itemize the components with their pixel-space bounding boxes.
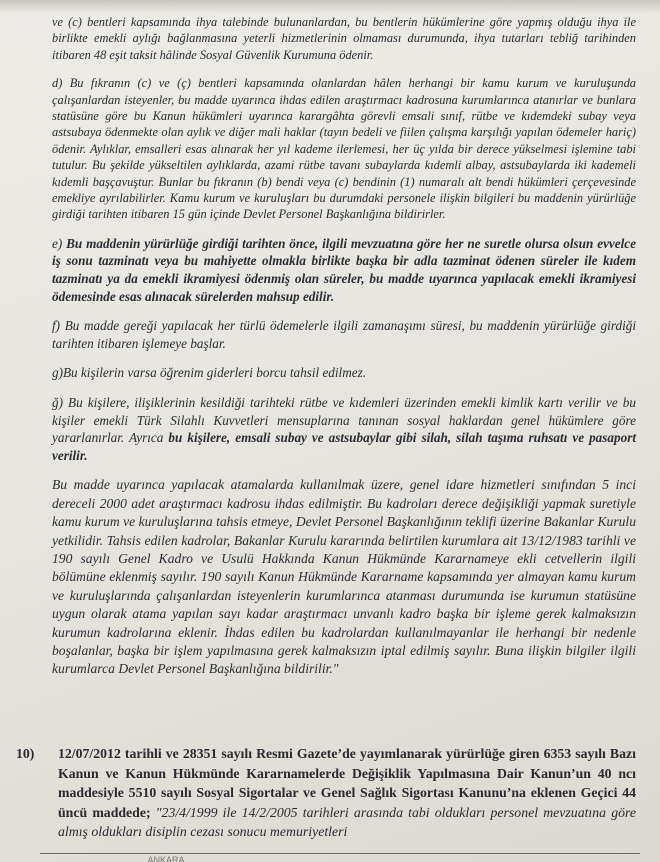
footer-rule [40, 853, 640, 854]
paragraph-p-e [52, 235, 636, 305]
item-10-segment: 12/07/2012 tarihli ve 28351 sayılı Resmi Gazete’de yayımlanarak yürürlüğe giren 6353 sayılı Bazı Kanun ve Kanun Hükmünde Kararnamelerde Değişiklik Yapılmasına Dair Kanun’un 40 ncı maddesiyle 5510 sayılı Sosyal Sigortalar ve Genel Sağlık Sigortası Kanunu’na eklenen Geçici 44 üncü maddede; [58, 746, 636, 820]
paragraph-segment: bu kişilere, emsali subay ve astsubaylar gibi silah, silah taşıma ruhsatı ve pasaport verilir. [52, 430, 636, 463]
paragraph-segment: g)Bu kişilerin varsa öğrenim giderleri borcu tahsil edilmez. [52, 365, 367, 381]
item-10-segment: "23/4/1999 ile 14/2/2005 tarihleri arasında tabi oldukları personel mevzuatına göre almış oldukları disiplin cezası sonucu memuriyetleri [58, 804, 637, 840]
paragraph-segment: ve (c) bentleri kapsamında ihya talebinde bulunanlardan, bu bentlerin hükümlerine göre yapmış olduğu ihya ile birlikte emekli aylığı bağlanmasına yeterli hizmetlerinin olmaması durumunda, ihya tutarları tebliğ tarihinden itibaren 48 eşit taksit hâlinde Sosyal Güvenlik Kurumuna ödenir. [52, 15, 636, 62]
footer-text: ...........ANKARA [120, 855, 185, 862]
paragraph-segment: Bu maddenin yürürlüğe girdiği tarihten önce, ilgili mevzuatına göre her ne suretle olursa olsun evvelce iş sonu tazminatı veya bu mahiyette olmakla birlikte başka bir adla tazminat ödenen süreler ile kıdem tazminatı ya da emekli ikramiyesi ödenmiş olan süreler, bu madde uyarınca yapılacak emekli ikramiyesi ödemesinde esas alınacak sürelerden mahsup edilir. [52, 235, 636, 304]
item-10-text [58, 744, 636, 842]
paragraph-segment: Bu madde uyarınca yapılacak atamalarda kullanılmak üzere, genel idare hizmetleri sınıfından 5 inci dereceli 2000 adet araştırmacı kadrosu ihdas edilmiştir. Bu kadroları derece değişikliği yapmak suretiyle kamu kurum ve kuruluşlarına tahsis etmeye, Devlet Personel Başkanlığının teklifi üzerine Bakanlar Kurulu yetkilidir. Tahsis edilen kadrolar, Bakanlar Kurulu kararında belirtilen kurumlara ait 13/12/1983 tarihli ve 190 sayılı Genel Kadro ve Usulü Hakkında Kanun Hükmünde Kararnameye ekli cetvellerin ilgili bölümüne eklenmiş sayılır. 190 sayılı Kanun Hükmünde Kararname kapsamında yer almayan kamu kurum ve kuruluşlarında çalışanlardan isteyenlerin kurumlarınca atanması durumunda ise kurumun statüsüne uygun olarak atama yapılan sayı kadar araştırmacı unvanlı kadro başka bir işleme gerek kalmaksızın kurumun kadrolarına eklenir. İhdas edilen bu kadrolardan kullanılmayanlar ile herhangi bir nedenle boşalanlar, başka bir işlem yapılmasına gerek kalmaksızın iptal edilmiş sayılır. Buna ilişkin bilgiler ilgili kurumlarca Devlet Personel Başkanlığına bildirilir." [52, 477, 636, 677]
paragraph-segment: ğ) Bu kişilere, ilişiklerinin kesildiği tarihteki rütbe ve kıdemleri üzerinden emekli kimlik kartı verilir ve bu kişiler emekli Türk Silahlı Kuvvetleri mensuplarına tanınan sosyal haklardan genel hükümlere göre yararlanırlar. Ayrıca [52, 395, 636, 446]
paragraph-segment: e) [52, 235, 67, 251]
paragraph-p-d [52, 75, 636, 223]
page-top-shadow [0, 0, 660, 14]
paragraph-segment: d) Bu fıkranın (c) ve (ç) bentleri kapsamında olanlardan hâlen herhangi bir kamu kurum ve kuruluşunda çalışanlardan isteyenler, bu madde uyarınca ihdas edilen araştırmacı kadrosuna kurumlarınca atanırlar ve bunlara statüsüne göre bu Kanun hükümleri uyarınca karargâhta görevli emsali sınıf, rütbe ve kıdemdeki subay veya astsubaya ödenmekte olan aylık ve diğer mali haklar (tayın bedeli ve fiilen çalışma karşılığı yapılan ödemeler hariç) ödenir. Aylıklar, emsalleri esas alınarak her yıl kademe ilerlemesi, her üç yılda bir derece yükselmesi işlemine tabi tutulur. Bu şekilde yükseltilen aylıklarda, azami rütbe tavanı subaylarda kıdemli albay, astsubaylarda iki kademeli kıdemli başçavuştur. Bunlar bu fıkranın (b) bendi veya (c) bendinin (1) numaralı alt bendi hükümleri çerçevesinde emekliye ayrılabilirler. Kamu kurum ve kuruluşları bu durumdaki personele ilişkin bilgileri bu maddenin yürürlüğe girdiği tarihten itibaren 15 gün içinde Devlet Personel Başkanlığına bildirirler. [52, 76, 636, 222]
item-10 [16, 744, 636, 842]
paragraph-p-f [52, 317, 636, 352]
paragraph-segment: f) Bu madde gereği yapılacak her türlü ödemelerle ilgili zamanaşımı süresi, bu maddenin yürürlüğe girdiği tarihten itibaren işlemeye başlar. [52, 318, 636, 351]
item-10-number: 10) [16, 746, 35, 761]
paragraph-p-gg [52, 394, 636, 464]
paragraph-p-c-cont [52, 14, 636, 63]
paragraph-p-madde [52, 476, 636, 678]
paragraph-p-g [52, 364, 636, 382]
document-body [52, 14, 636, 691]
